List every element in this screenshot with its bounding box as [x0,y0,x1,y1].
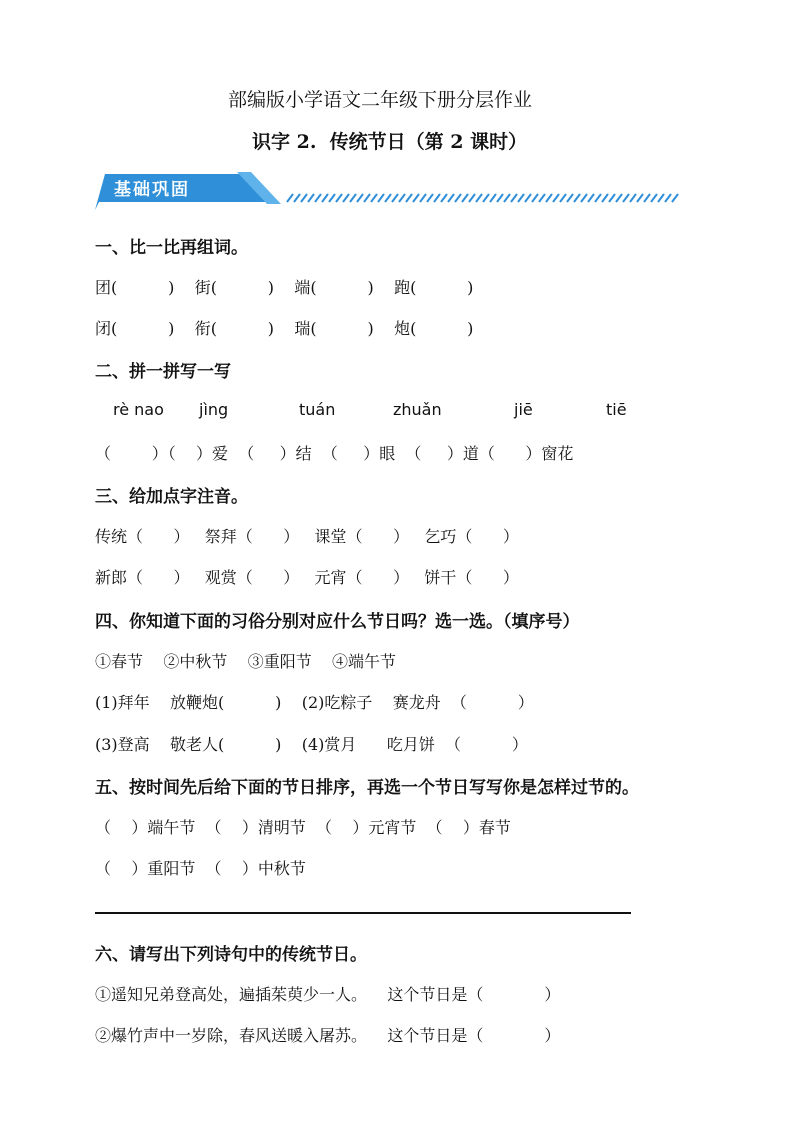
banner-stripe [455,194,461,202]
banner-stripe [483,194,489,202]
banner-stripe [413,194,419,202]
answer-line [95,912,631,914]
q2-pinyin-1: rè nao [113,400,164,419]
banner-stripe [588,194,594,202]
banner-stripe [525,194,531,202]
banner-stripe [651,194,657,202]
q2-pinyin-5: jiē [514,400,533,419]
banner-stripe [427,194,433,202]
q2-pinyin-4: zhuǎn [393,400,442,419]
banner-stripe [616,194,622,202]
lesson-title: 识字 2. 传统节日（第 2 课时） [252,131,528,153]
banner-stripe [567,194,573,202]
q4-row-1: (1)拜年 放鞭炮( ) (2)吃粽子 赛龙舟 （ ） [95,693,534,712]
q4-options: ①春节 ②中秋节 ③重阳节 ④端午节 [95,652,397,671]
q3-heading: 三、给加点字注音。 [95,487,248,507]
banner-stripe [371,194,377,202]
banner-stripe [560,194,566,202]
banner-stripe [511,194,517,202]
banner-stripe [623,194,629,202]
q5-heading: 五、按时间先后给下面的节日排序，再选一个节日写写你是怎样过节的。 [95,778,639,798]
banner-stripe [518,194,524,202]
banner-stripe [602,194,608,202]
banner-stripes [287,194,678,202]
banner-stripe [441,194,447,202]
q6-line-1: ①遥知兄弟登高处，遍插茱萸少一人。 这个节日是（ ） [95,985,561,1004]
banner-stripe [308,194,314,202]
q3-row-2: 新郎（ ） 观赏（ ） 元宵（ ） 饼干（ ） [95,568,519,587]
q3-row-1: 传统（ ） 祭拜（ ） 课堂（ ） 乞巧（ ） [95,527,519,546]
banner-stripe [343,194,349,202]
banner-stripe [357,194,363,202]
q1-row-1: 团( ) 街( ) 端( ) 跑( ) [95,278,474,297]
banner-stripe [364,194,370,202]
document-title: 部编版小学语文二年级下册分层作业 [228,89,533,111]
q2-pinyin-2: jìng [199,400,229,419]
banner-stripe [462,194,468,202]
banner-stripe [448,194,454,202]
banner-stripe [581,194,587,202]
banner-stripe [322,194,328,202]
banner-stripe [378,194,384,202]
q5-row-1: （ ）端午节 （ ）清明节 （ ）元宵节 （ ）春节 [95,818,511,837]
banner-stripe [504,194,510,202]
banner-stripe [490,194,496,202]
banner-stripe [532,194,538,202]
banner-stripe [287,194,293,202]
q2-heading: 二、拼一拼写一写 [95,362,231,382]
banner-stripe [658,194,664,202]
banner-stripe [315,194,321,202]
banner-stripe [609,194,615,202]
banner-stripe [630,194,636,202]
banner-stripe [350,194,356,202]
banner-stripe [672,194,678,202]
q2-pinyin-3: tuán [299,400,336,419]
banner-stripe [469,194,475,202]
q5-row-2: （ ）重阳节 （ ）中秋节 [95,859,306,878]
banner-stripe [546,194,552,202]
banner-stripe [406,194,412,202]
q6-heading: 六、请写出下列诗句中的传统节日。 [95,945,367,965]
q4-heading: 四、你知道下面的习俗分别对应什么节日吗？选一选。（填序号） [95,612,580,632]
banner-stripe [399,194,405,202]
banner-stripe [294,194,300,202]
banner-stripe [497,194,503,202]
banner-stripe [385,194,391,202]
banner-stripe [644,194,650,202]
banner-stripe [553,194,559,202]
q2-answers: （ ）（ ）爱 （ ）结 （ ）眼 （ ）道（ ）窗花 [95,444,574,463]
q4-row-2: (3)登高 敬老人( ) (4)赏月 吃月饼 （ ） [95,735,528,754]
banner-stripe [637,194,643,202]
banner-stripe [665,194,671,202]
banner-stripe [476,194,482,202]
banner-stripe [392,194,398,202]
banner-stripe [301,194,307,202]
banner-stripe [539,194,545,202]
q2-pinyin-6: tiē [606,400,627,419]
q1-heading: 一、比一比再组词。 [95,238,248,258]
banner-stripe [434,194,440,202]
q6-line-2: ②爆竹声中一岁除，春风送暖入屠苏。 这个节日是（ ） [95,1026,561,1045]
banner-label: 基础巩固 [114,180,190,200]
banner-stripe [329,194,335,202]
banner-stripe [336,194,342,202]
banner-stripe [595,194,601,202]
q1-row-2: 闭( ) 衔( ) 瑞( ) 炮( ) [95,319,474,338]
banner-stripe [574,194,580,202]
banner-stripe [420,194,426,202]
